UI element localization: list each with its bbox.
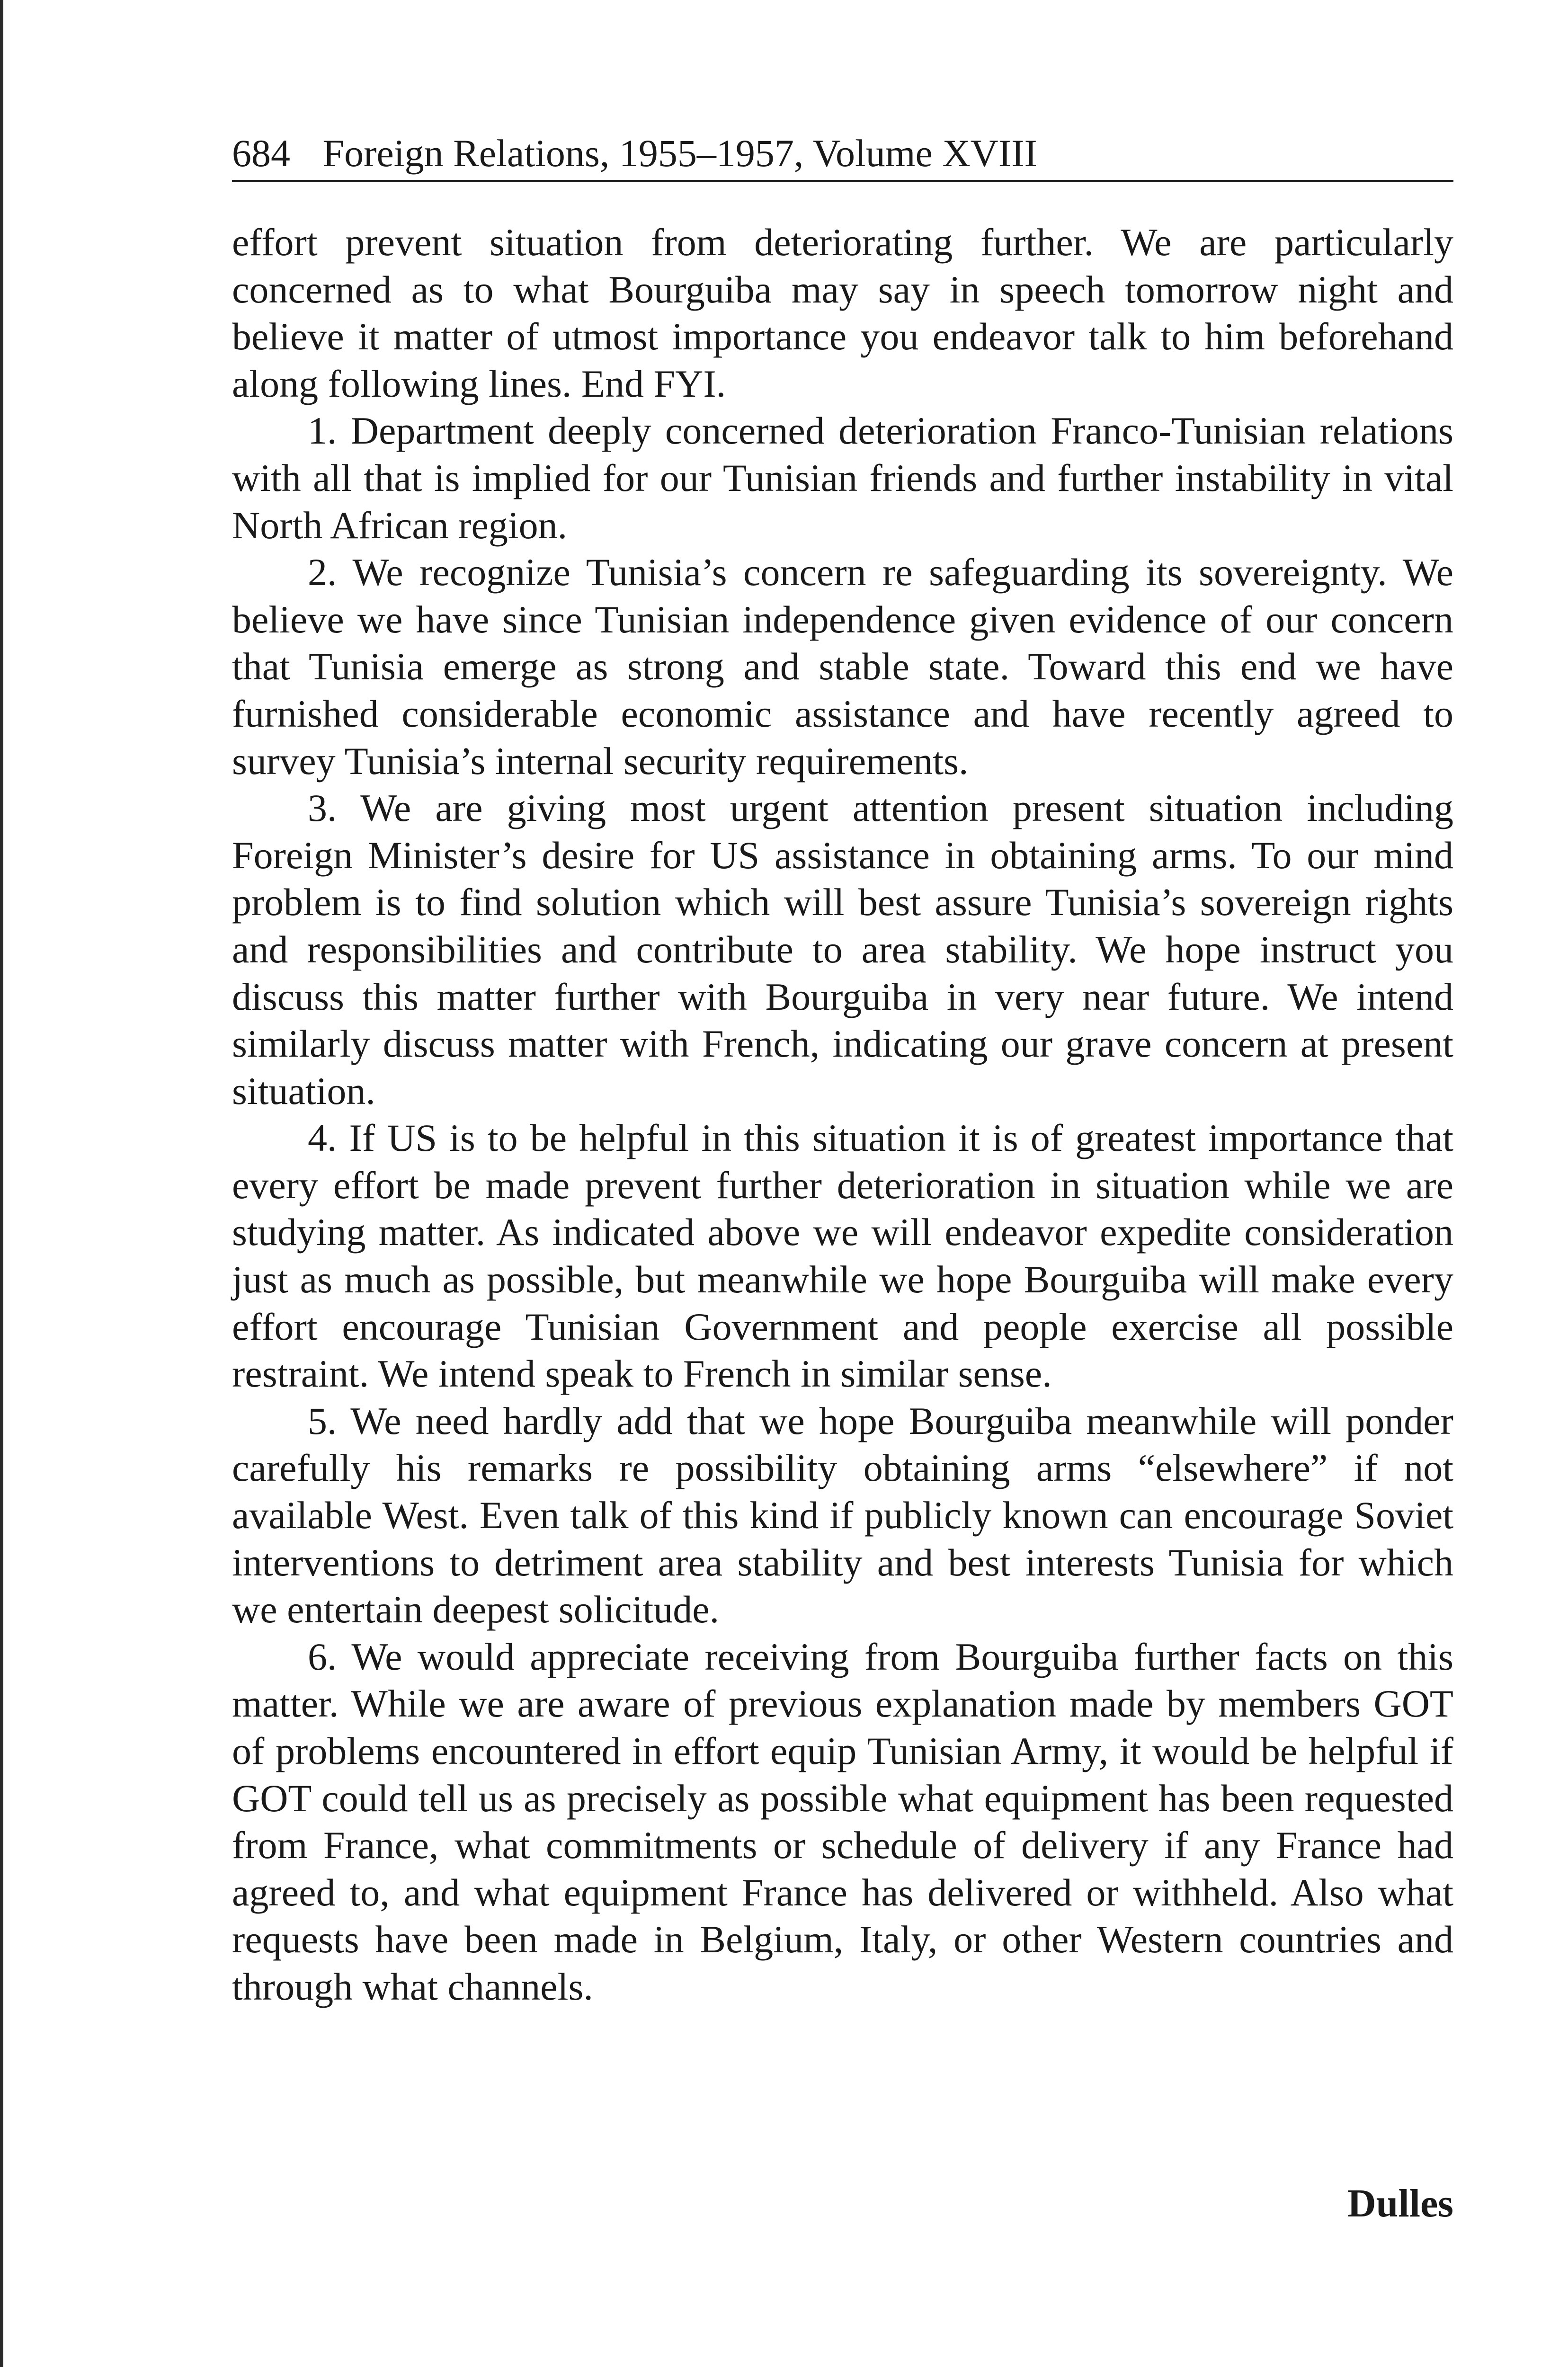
signature: Dulles: [1347, 2181, 1453, 2225]
running-title: Foreign Relations, 1955–1957, Volume XVIII: [322, 132, 1037, 175]
paragraph-1: 1. Department deeply concerned deterioration Franco-Tunisian relations with all that is implied for our Tunisian friends and further instability in vital North African region.: [232, 409, 1453, 547]
paragraph-5: 5. We need hardly add that we hope Bourguiba meanwhile will ponder carefully his remarks re possibility obtaining arms “elsewhere” if not available West. Even talk of this kind if publicly known can encourage Soviet interventions to detriment area stability and best interests Tunisia for which we entertain deepest solicitude.: [232, 1399, 1453, 1631]
paragraph-6: 6. We would appreciate receiving from Bourguiba further facts on this matter. While we are aware of previous explanation made by members GOT of problems encountered in effort equip Tunisian Army, it would be helpful if GOT could tell us as precisely as possible what equipment has been requested from France, what commitments or schedule of delivery if any France had agreed to, and what equipment France has delivered or withheld. Also what requests have been made in Belgium, Italy, or other Western countries and through what channels.: [232, 1635, 1453, 2008]
paragraph-2: 2. We recognize Tunisia’s concern re safeguarding its sovereignty. We believe we have since Tunisian independence given evidence of our concern that Tunisia emerge as strong and stable state. Toward this end we have furnished considerable economic assistance and have recently agreed to survey Tunisia’s internal security requirements.: [232, 551, 1453, 783]
scan-edge-shadow: [0, 0, 3, 2367]
running-header: [232, 127, 1453, 182]
paragraph-4: 4. If US is to be helpful in this situation it is of greatest importance that every effort be made prevent further deterioration in situation while we are studying matter. As indicated above we will endeavor expedite consideration just as much as possible, but meanwhile we hope Bourguiba will make every effort encourage Tunisian Government and people exercise all possible restraint. We intend speak to French in similar sense.: [232, 1116, 1453, 1396]
paragraph-3: 3. We are giving most urgent attention present situation including Foreign Minister’s desire for US assistance in obtaining arms. To our mind problem is to find solution which will best assure Tunisia’s sovereign rights and responsibilities and contribute to area stability. We hope instruct you discuss this matter further with Bourguiba in very near future. We intend similarly discuss matter with French, indicating our grave concern at present situation.: [232, 786, 1453, 1112]
paragraph-continuation: effort prevent situation from deteriorating further. We are particularly concerned as to what Bourguiba may say in speech tomorrow night and believe it matter of utmost importance you endeavor talk to him beforehand along following lines. End FYI.: [232, 221, 1453, 405]
page-number: 684: [232, 132, 290, 175]
body-text: [232, 219, 1453, 2011]
